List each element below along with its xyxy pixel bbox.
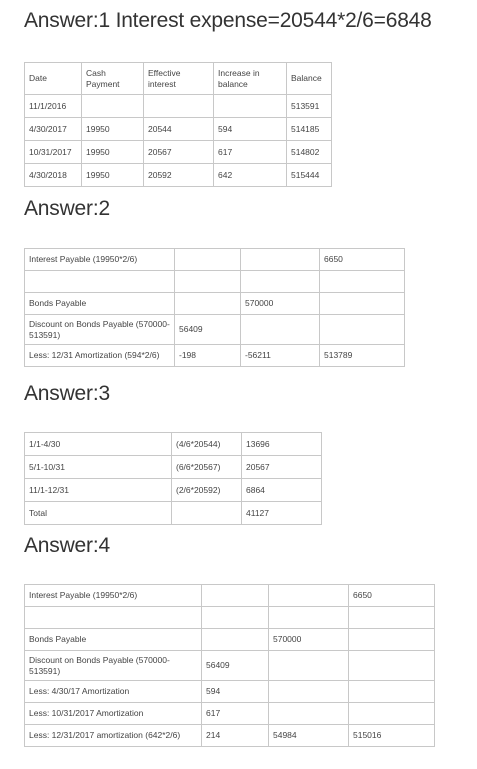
answer4-heading: Answer:4 <box>24 534 110 557</box>
table-cell: 5/1-10/31 <box>25 456 172 479</box>
table-cell <box>320 293 405 315</box>
table-cell <box>202 607 269 629</box>
table-cell: 19950 <box>82 164 144 187</box>
table-cell: 56409 <box>202 651 269 681</box>
table-cell <box>214 95 287 118</box>
table-row <box>25 118 332 141</box>
table-cell <box>349 607 435 629</box>
table-cell: Less: 12/31 Amortization (594*2/6) <box>25 345 175 367</box>
table-cell <box>320 315 405 345</box>
table-row <box>25 585 435 607</box>
table-cell: Bonds Payable <box>25 293 175 315</box>
table-cell: 6650 <box>320 249 405 271</box>
table-cell <box>241 271 320 293</box>
table-cell: 10/31/2017 <box>25 141 82 164</box>
table-cell <box>269 607 349 629</box>
table-cell: 214 <box>202 725 269 747</box>
table-cell <box>202 629 269 651</box>
table-cell <box>202 585 269 607</box>
table-cell <box>172 502 242 525</box>
table-row <box>25 249 405 271</box>
table-cell: 41127 <box>242 502 322 525</box>
table-cell: 20592 <box>144 164 214 187</box>
table-row <box>25 141 332 164</box>
table-cell: Interest Payable (19950*2/6) <box>25 585 202 607</box>
table-cell: 13696 <box>242 433 322 456</box>
table-cell: Total <box>25 502 172 525</box>
table-cell: (4/6*20544) <box>172 433 242 456</box>
table-cell <box>144 95 214 118</box>
table-cell: 515016 <box>349 725 435 747</box>
table-cell <box>320 271 405 293</box>
table-row <box>25 293 405 315</box>
table-cell <box>349 629 435 651</box>
table-cell: 11/1-12/31 <box>25 479 172 502</box>
table-cell <box>25 607 202 629</box>
table-cell <box>175 293 241 315</box>
answer2-balance-sheet-table <box>24 248 405 367</box>
table-cell: 570000 <box>241 293 320 315</box>
table-cell: 617 <box>214 141 287 164</box>
table-cell: 6650 <box>349 585 435 607</box>
table-cell <box>349 703 435 725</box>
answer2-heading: Answer:2 <box>24 197 110 220</box>
table-cell: 20544 <box>144 118 214 141</box>
table-cell: 4/30/2018 <box>25 164 82 187</box>
table-row <box>25 315 405 345</box>
table-cell: 514185 <box>287 118 332 141</box>
table-cell: 20567 <box>242 456 322 479</box>
table-cell <box>175 271 241 293</box>
table-cell: 6864 <box>242 479 322 502</box>
table-cell: 20567 <box>144 141 214 164</box>
table-cell: 19950 <box>82 118 144 141</box>
header-cell: Increase in balance <box>214 63 287 95</box>
table-row <box>25 345 405 367</box>
table-cell: 514802 <box>287 141 332 164</box>
table-cell: Less: 4/30/17 Amortization <box>25 681 202 703</box>
table-row <box>25 433 322 456</box>
table-header-row <box>25 63 332 95</box>
table-cell: 1/1-4/30 <box>25 433 172 456</box>
table-cell: Bonds Payable <box>25 629 202 651</box>
table-cell <box>175 249 241 271</box>
table-row <box>25 651 435 681</box>
answer4-balance-sheet-table <box>24 584 435 747</box>
table-cell: 515444 <box>287 164 332 187</box>
table-cell <box>349 651 435 681</box>
table-cell <box>25 271 175 293</box>
table-cell: -56211 <box>241 345 320 367</box>
table-cell: 4/30/2017 <box>25 118 82 141</box>
table-row <box>25 703 435 725</box>
table-cell: 617 <box>202 703 269 725</box>
header-cell: Date <box>25 63 82 95</box>
table-cell: (2/6*20592) <box>172 479 242 502</box>
answer3-interest-expense-table <box>24 432 322 525</box>
table-cell <box>241 249 320 271</box>
table-row <box>25 681 435 703</box>
table-row <box>25 271 405 293</box>
table-cell <box>269 681 349 703</box>
table-cell: 513789 <box>320 345 405 367</box>
table-cell: (6/6*20567) <box>172 456 242 479</box>
table-cell: 642 <box>214 164 287 187</box>
table-cell <box>349 681 435 703</box>
table-cell: 11/1/2016 <box>25 95 82 118</box>
table-cell <box>269 585 349 607</box>
answer1-amortization-table <box>24 62 332 187</box>
table-row <box>25 629 435 651</box>
table-cell: Discount on Bonds Payable (570000-513591) <box>25 651 202 681</box>
table-row <box>25 164 332 187</box>
table-cell: Less: 12/31/2017 amortization (642*2/6) <box>25 725 202 747</box>
header-cell: Effective interest <box>144 63 214 95</box>
table-cell <box>241 315 320 345</box>
table-cell: 56409 <box>175 315 241 345</box>
header-cell: Cash Payment <box>82 63 144 95</box>
header-cell: Balance <box>287 63 332 95</box>
answer3-heading: Answer:3 <box>24 382 110 405</box>
table-cell: 513591 <box>287 95 332 118</box>
table-cell: 594 <box>202 681 269 703</box>
table-cell <box>82 95 144 118</box>
table-cell: Interest Payable (19950*2/6) <box>25 249 175 271</box>
table-cell: 19950 <box>82 141 144 164</box>
table-row <box>25 479 322 502</box>
table-row <box>25 607 435 629</box>
table-row <box>25 725 435 747</box>
table-row <box>25 95 332 118</box>
table-row <box>25 456 322 479</box>
table-cell <box>269 651 349 681</box>
answer1-heading: Answer:1 Interest expense=20544*2/6=6848 <box>24 9 432 32</box>
table-cell: -198 <box>175 345 241 367</box>
table-cell: 54984 <box>269 725 349 747</box>
table-cell: 594 <box>214 118 287 141</box>
table-cell: Less: 10/31/2017 Amortization <box>25 703 202 725</box>
table-cell <box>269 703 349 725</box>
table-cell: 570000 <box>269 629 349 651</box>
table-row <box>25 502 322 525</box>
table-cell: Discount on Bonds Payable (570000-513591) <box>25 315 175 345</box>
